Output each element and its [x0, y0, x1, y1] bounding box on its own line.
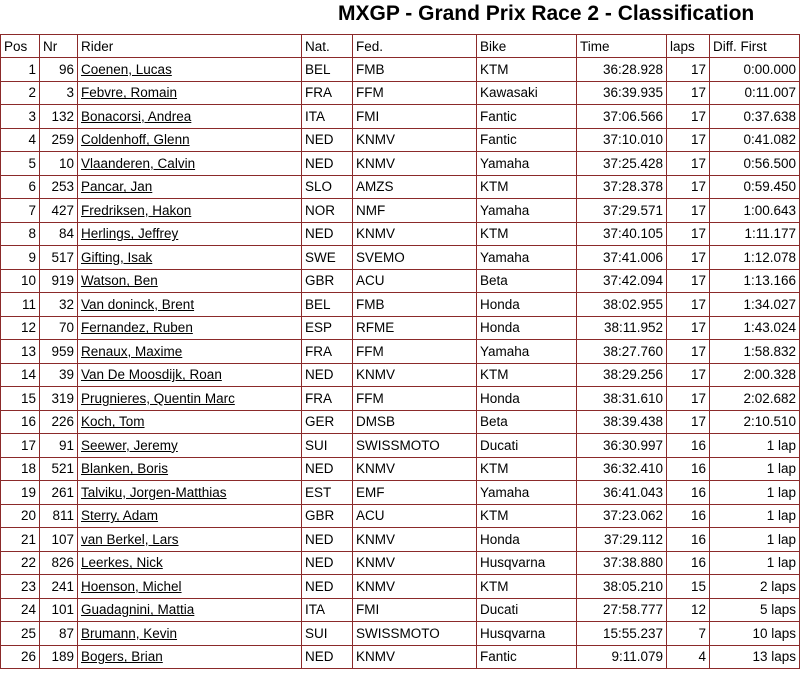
cell-rider — [78, 82, 302, 106]
cell-pos: 10 — [0, 270, 40, 294]
cell-rider — [78, 223, 302, 247]
cell-rider — [78, 317, 302, 341]
cell-nat: BEL — [302, 293, 353, 317]
rider-link[interactable]: Pancar, Jan — [81, 179, 153, 195]
cell-bike: KTM — [477, 176, 577, 200]
cell-diff: 1 lap — [710, 434, 800, 458]
cell-bike: Yamaha — [477, 340, 577, 364]
cell-rider — [78, 176, 302, 200]
cell-fed: KNMV — [353, 152, 477, 176]
rider-link[interactable]: Renaux, Maxime — [81, 343, 183, 359]
cell-time: 38:02.955 — [577, 293, 667, 317]
cell-laps: 16 — [667, 552, 710, 576]
cell-fed: KNMV — [353, 552, 477, 576]
table-row — [0, 340, 800, 364]
table-row — [0, 505, 800, 529]
cell-nat: FRA — [302, 82, 353, 106]
cell-laps: 17 — [667, 129, 710, 153]
cell-bike: Kawasaki — [477, 82, 577, 106]
cell-time: 38:27.760 — [577, 340, 667, 364]
cell-time: 37:29.571 — [577, 199, 667, 223]
cell-bike: Ducati — [477, 599, 577, 623]
table-row — [0, 364, 800, 388]
header-nr: Nr — [40, 34, 78, 58]
cell-time: 37:25.428 — [577, 152, 667, 176]
cell-laps: 17 — [667, 411, 710, 435]
cell-diff: 5 laps — [710, 599, 800, 623]
rider-link[interactable]: Coenen, Lucas — [81, 61, 172, 77]
cell-diff: 1 lap — [710, 481, 800, 505]
cell-laps: 17 — [667, 105, 710, 129]
cell-pos: 16 — [0, 411, 40, 435]
cell-pos: 20 — [0, 505, 40, 529]
cell-laps: 4 — [667, 646, 710, 670]
cell-nr: 241 — [40, 575, 78, 599]
cell-pos: 12 — [0, 317, 40, 341]
header-rider: Rider — [78, 34, 302, 58]
cell-fed: FMI — [353, 599, 477, 623]
rider-link[interactable]: Brumann, Kevin — [81, 625, 178, 641]
cell-fed: KNMV — [353, 575, 477, 599]
cell-nr: 427 — [40, 199, 78, 223]
cell-nr: 96 — [40, 58, 78, 82]
cell-laps: 12 — [667, 599, 710, 623]
table-row — [0, 105, 800, 129]
table-row — [0, 176, 800, 200]
cell-rider — [78, 270, 302, 294]
cell-laps: 15 — [667, 575, 710, 599]
rider-link[interactable]: Gifting, Isak — [81, 249, 153, 265]
cell-pos: 4 — [0, 129, 40, 153]
cell-fed: FMB — [353, 58, 477, 82]
cell-pos: 5 — [0, 152, 40, 176]
cell-fed: ACU — [353, 270, 477, 294]
cell-pos: 19 — [0, 481, 40, 505]
table-row — [0, 152, 800, 176]
cell-bike: Honda — [477, 293, 577, 317]
cell-nr: 84 — [40, 223, 78, 247]
rider-link[interactable]: Prugnieres, Quentin Marc — [81, 390, 235, 406]
rider-link[interactable]: Fernandez, Ruben — [81, 320, 193, 336]
cell-time: 36:39.935 — [577, 82, 667, 106]
cell-time: 9:11.079 — [577, 646, 667, 670]
cell-bike: KTM — [477, 458, 577, 482]
table-row — [0, 599, 800, 623]
rider-link[interactable]: Fredriksen, Hakon — [81, 202, 192, 218]
table-row — [0, 434, 800, 458]
cell-rider — [78, 105, 302, 129]
cell-pos: 9 — [0, 246, 40, 270]
rider-link[interactable]: Sterry, Adam — [81, 508, 159, 524]
header-nat: Nat. — [302, 34, 353, 58]
cell-time: 38:29.256 — [577, 364, 667, 388]
cell-fed: KNMV — [353, 129, 477, 153]
cell-pos: 21 — [0, 528, 40, 552]
rider-link[interactable]: Koch, Tom — [81, 414, 145, 430]
rider-link[interactable]: Vlaanderen, Calvin — [81, 155, 196, 171]
cell-bike: KTM — [477, 505, 577, 529]
cell-bike: Beta — [477, 411, 577, 435]
cell-nat: GER — [302, 411, 353, 435]
cell-fed: KNMV — [353, 364, 477, 388]
cell-time: 38:31.610 — [577, 387, 667, 411]
cell-diff: 0:00.000 — [710, 58, 800, 82]
cell-nat: SLO — [302, 176, 353, 200]
cell-bike: KTM — [477, 364, 577, 388]
cell-rider — [78, 152, 302, 176]
table-row — [0, 246, 800, 270]
cell-fed: KNMV — [353, 223, 477, 247]
cell-rider — [78, 599, 302, 623]
rider-link[interactable]: Watson, Ben — [81, 273, 158, 289]
cell-diff: 0:59.450 — [710, 176, 800, 200]
cell-rider — [78, 129, 302, 153]
cell-rider — [78, 246, 302, 270]
cell-rider — [78, 622, 302, 646]
cell-bike: Fantic — [477, 105, 577, 129]
cell-pos: 13 — [0, 340, 40, 364]
cell-bike: Yamaha — [477, 199, 577, 223]
cell-nr: 226 — [40, 411, 78, 435]
cell-time: 37:42.094 — [577, 270, 667, 294]
cell-laps: 17 — [667, 82, 710, 106]
cell-time: 38:05.210 — [577, 575, 667, 599]
cell-time: 15:55.237 — [577, 622, 667, 646]
cell-bike: Yamaha — [477, 246, 577, 270]
cell-nat: ESP — [302, 317, 353, 341]
cell-bike: KTM — [477, 58, 577, 82]
cell-laps: 17 — [667, 270, 710, 294]
cell-laps: 17 — [667, 340, 710, 364]
cell-nr: 261 — [40, 481, 78, 505]
rider-link[interactable]: Herlings, Jeffrey — [81, 226, 179, 242]
rider-link[interactable]: Van doninck, Brent — [81, 296, 195, 312]
cell-diff: 2:10.510 — [710, 411, 800, 435]
cell-diff: 1:12.078 — [710, 246, 800, 270]
cell-pos: 18 — [0, 458, 40, 482]
cell-diff: 0:56.500 — [710, 152, 800, 176]
rider-link[interactable]: Bogers, Brian — [81, 649, 163, 665]
header-bike: Bike — [477, 34, 577, 58]
cell-time: 37:38.880 — [577, 552, 667, 576]
rider-link[interactable]: Leerkes, Nick — [81, 555, 163, 571]
cell-time: 38:11.952 — [577, 317, 667, 341]
cell-pos: 6 — [0, 176, 40, 200]
table-row — [0, 199, 800, 223]
cell-time: 36:41.043 — [577, 481, 667, 505]
cell-time: 37:23.062 — [577, 505, 667, 529]
cell-time: 36:32.410 — [577, 458, 667, 482]
cell-nat: FRA — [302, 340, 353, 364]
table-row — [0, 411, 800, 435]
cell-nr: 107 — [40, 528, 78, 552]
cell-nr: 32 — [40, 293, 78, 317]
cell-diff: 1:13.166 — [710, 270, 800, 294]
cell-rider — [78, 646, 302, 670]
cell-nr: 87 — [40, 622, 78, 646]
cell-nat: SUI — [302, 622, 353, 646]
header-fed: Fed. — [353, 34, 477, 58]
rider-link[interactable]: Talviku, Jorgen-Matthias — [81, 484, 227, 500]
cell-nr: 101 — [40, 599, 78, 623]
cell-nat: NED — [302, 552, 353, 576]
cell-fed: FMB — [353, 293, 477, 317]
cell-pos: 14 — [0, 364, 40, 388]
cell-nr: 189 — [40, 646, 78, 670]
cell-nat: NOR — [302, 199, 353, 223]
cell-time: 36:28.928 — [577, 58, 667, 82]
cell-time: 27:58.777 — [577, 599, 667, 623]
cell-fed: SVEMO — [353, 246, 477, 270]
rider-link[interactable]: van Berkel, Lars — [81, 531, 179, 547]
cell-rider — [78, 387, 302, 411]
cell-diff: 0:41.082 — [710, 129, 800, 153]
cell-diff: 1:58.832 — [710, 340, 800, 364]
cell-laps: 17 — [667, 317, 710, 341]
cell-fed: AMZS — [353, 176, 477, 200]
cell-pos: 17 — [0, 434, 40, 458]
cell-nat: ITA — [302, 105, 353, 129]
cell-diff: 1 lap — [710, 505, 800, 529]
table-row — [0, 293, 800, 317]
cell-fed: FFM — [353, 340, 477, 364]
cell-rider — [78, 575, 302, 599]
cell-diff: 2 laps — [710, 575, 800, 599]
cell-bike: Honda — [477, 387, 577, 411]
cell-pos: 24 — [0, 599, 40, 623]
cell-pos: 8 — [0, 223, 40, 247]
cell-nr: 253 — [40, 176, 78, 200]
table-row — [0, 387, 800, 411]
cell-fed: FFM — [353, 387, 477, 411]
table-row — [0, 82, 800, 106]
cell-diff: 1:00.643 — [710, 199, 800, 223]
cell-pos: 3 — [0, 105, 40, 129]
cell-nat: ITA — [302, 599, 353, 623]
cell-laps: 17 — [667, 387, 710, 411]
cell-laps: 16 — [667, 505, 710, 529]
cell-rider — [78, 434, 302, 458]
header-pos: Pos — [0, 34, 40, 58]
cell-fed: NMF — [353, 199, 477, 223]
cell-laps: 16 — [667, 481, 710, 505]
cell-pos: 1 — [0, 58, 40, 82]
cell-laps: 17 — [667, 176, 710, 200]
cell-diff: 1:11.177 — [710, 223, 800, 247]
cell-laps: 7 — [667, 622, 710, 646]
cell-nr: 259 — [40, 129, 78, 153]
cell-time: 37:06.566 — [577, 105, 667, 129]
cell-fed: SWISSMOTO — [353, 434, 477, 458]
cell-nat: EST — [302, 481, 353, 505]
cell-nat: GBR — [302, 505, 353, 529]
cell-laps: 16 — [667, 528, 710, 552]
header-diff: Diff. First — [710, 34, 800, 58]
cell-bike: Yamaha — [477, 152, 577, 176]
cell-laps: 17 — [667, 223, 710, 247]
cell-nat: GBR — [302, 270, 353, 294]
header-time: Time — [577, 34, 667, 58]
cell-rider — [78, 458, 302, 482]
cell-pos: 2 — [0, 82, 40, 106]
cell-nat: SWE — [302, 246, 353, 270]
cell-diff: 1 lap — [710, 528, 800, 552]
cell-bike: Fantic — [477, 129, 577, 153]
cell-bike: KTM — [477, 575, 577, 599]
cell-pos: 22 — [0, 552, 40, 576]
cell-pos: 7 — [0, 199, 40, 223]
cell-time: 36:30.997 — [577, 434, 667, 458]
cell-laps: 17 — [667, 364, 710, 388]
rider-link[interactable]: Coldenhoff, Glenn — [81, 132, 190, 148]
cell-rider — [78, 364, 302, 388]
cell-nr: 132 — [40, 105, 78, 129]
cell-nat: NED — [302, 458, 353, 482]
cell-diff: 0:11.007 — [710, 82, 800, 106]
cell-fed: FMI — [353, 105, 477, 129]
cell-fed: RFME — [353, 317, 477, 341]
table-row — [0, 270, 800, 294]
cell-nat: BEL — [302, 58, 353, 82]
classification-table — [0, 34, 800, 669]
cell-fed: SWISSMOTO — [353, 622, 477, 646]
cell-laps: 17 — [667, 152, 710, 176]
cell-bike: Honda — [477, 317, 577, 341]
cell-nr: 919 — [40, 270, 78, 294]
cell-laps: 17 — [667, 293, 710, 317]
rider-link[interactable]: Van De Moosdijk, Roan — [81, 367, 222, 383]
cell-rider — [78, 340, 302, 364]
cell-diff: 1 lap — [710, 552, 800, 576]
cell-nr: 70 — [40, 317, 78, 341]
cell-time: 37:41.006 — [577, 246, 667, 270]
cell-laps: 17 — [667, 58, 710, 82]
cell-time: 38:39.438 — [577, 411, 667, 435]
cell-bike: Ducati — [477, 434, 577, 458]
cell-rider — [78, 552, 302, 576]
table-row — [0, 528, 800, 552]
cell-fed: FFM — [353, 82, 477, 106]
cell-nr: 319 — [40, 387, 78, 411]
cell-diff: 1 lap — [710, 458, 800, 482]
cell-bike: Husqvarna — [477, 622, 577, 646]
cell-rider — [78, 505, 302, 529]
rider-link[interactable]: Bonacorsi, Andrea — [81, 108, 192, 124]
cell-fed: EMF — [353, 481, 477, 505]
cell-rider — [78, 199, 302, 223]
rider-link[interactable]: Hoenson, Michel — [81, 578, 182, 594]
cell-fed: ACU — [353, 505, 477, 529]
cell-nr: 3 — [40, 82, 78, 106]
cell-nat: FRA — [302, 387, 353, 411]
cell-time: 37:28.378 — [577, 176, 667, 200]
cell-nat: NED — [302, 575, 353, 599]
cell-diff: 1:43.024 — [710, 317, 800, 341]
table-row — [0, 458, 800, 482]
table-row — [0, 129, 800, 153]
cell-pos: 26 — [0, 646, 40, 670]
cell-diff: 1:34.027 — [710, 293, 800, 317]
cell-nat: NED — [302, 223, 353, 247]
cell-diff: 13 laps — [710, 646, 800, 670]
cell-bike: KTM — [477, 223, 577, 247]
cell-diff: 2:00.328 — [710, 364, 800, 388]
cell-rider — [78, 481, 302, 505]
cell-laps: 17 — [667, 199, 710, 223]
rider-link[interactable]: Guadagnini, Mattia — [81, 602, 195, 618]
cell-nat: SUI — [302, 434, 353, 458]
cell-rider — [78, 58, 302, 82]
cell-laps: 16 — [667, 458, 710, 482]
cell-time: 37:40.105 — [577, 223, 667, 247]
cell-fed: KNMV — [353, 458, 477, 482]
cell-time: 37:29.112 — [577, 528, 667, 552]
cell-rider — [78, 293, 302, 317]
cell-nr: 521 — [40, 458, 78, 482]
table-row — [0, 317, 800, 341]
cell-nr: 10 — [40, 152, 78, 176]
cell-pos: 15 — [0, 387, 40, 411]
cell-diff: 10 laps — [710, 622, 800, 646]
table-row — [0, 552, 800, 576]
cell-nat: NED — [302, 152, 353, 176]
rider-link[interactable]: Blanken, Boris — [81, 461, 169, 477]
cell-nat: NED — [302, 646, 353, 670]
cell-bike: Yamaha — [477, 481, 577, 505]
table-row — [0, 575, 800, 599]
cell-rider — [78, 528, 302, 552]
cell-laps: 17 — [667, 246, 710, 270]
table-row — [0, 481, 800, 505]
table-row — [0, 58, 800, 82]
cell-time: 37:10.010 — [577, 129, 667, 153]
rider-link[interactable]: Febvre, Romain — [81, 85, 178, 101]
cell-nr: 811 — [40, 505, 78, 529]
header-laps: laps — [667, 34, 710, 58]
cell-bike: Honda — [477, 528, 577, 552]
cell-fed: KNMV — [353, 528, 477, 552]
cell-fed: KNMV — [353, 646, 477, 670]
cell-pos: 25 — [0, 622, 40, 646]
cell-laps: 16 — [667, 434, 710, 458]
cell-nat: NED — [302, 129, 353, 153]
cell-nr: 39 — [40, 364, 78, 388]
table-row — [0, 223, 800, 247]
cell-nat: NED — [302, 528, 353, 552]
cell-bike: Husqvarna — [477, 552, 577, 576]
cell-bike: Beta — [477, 270, 577, 294]
cell-diff: 2:02.682 — [710, 387, 800, 411]
cell-nr: 959 — [40, 340, 78, 364]
cell-pos: 11 — [0, 293, 40, 317]
table-row — [0, 646, 800, 670]
table-row — [0, 622, 800, 646]
page-title: MXGP - Grand Prix Race 2 - Classification — [338, 2, 755, 25]
cell-rider — [78, 411, 302, 435]
cell-nat: NED — [302, 364, 353, 388]
cell-fed: DMSB — [353, 411, 477, 435]
cell-nr: 826 — [40, 552, 78, 576]
table-header-row — [0, 34, 800, 58]
cell-diff: 0:37.638 — [710, 105, 800, 129]
cell-nr: 517 — [40, 246, 78, 270]
rider-link[interactable]: Seewer, Jeremy — [81, 437, 178, 453]
cell-pos: 23 — [0, 575, 40, 599]
cell-nr: 91 — [40, 434, 78, 458]
cell-bike: Fantic — [477, 646, 577, 670]
